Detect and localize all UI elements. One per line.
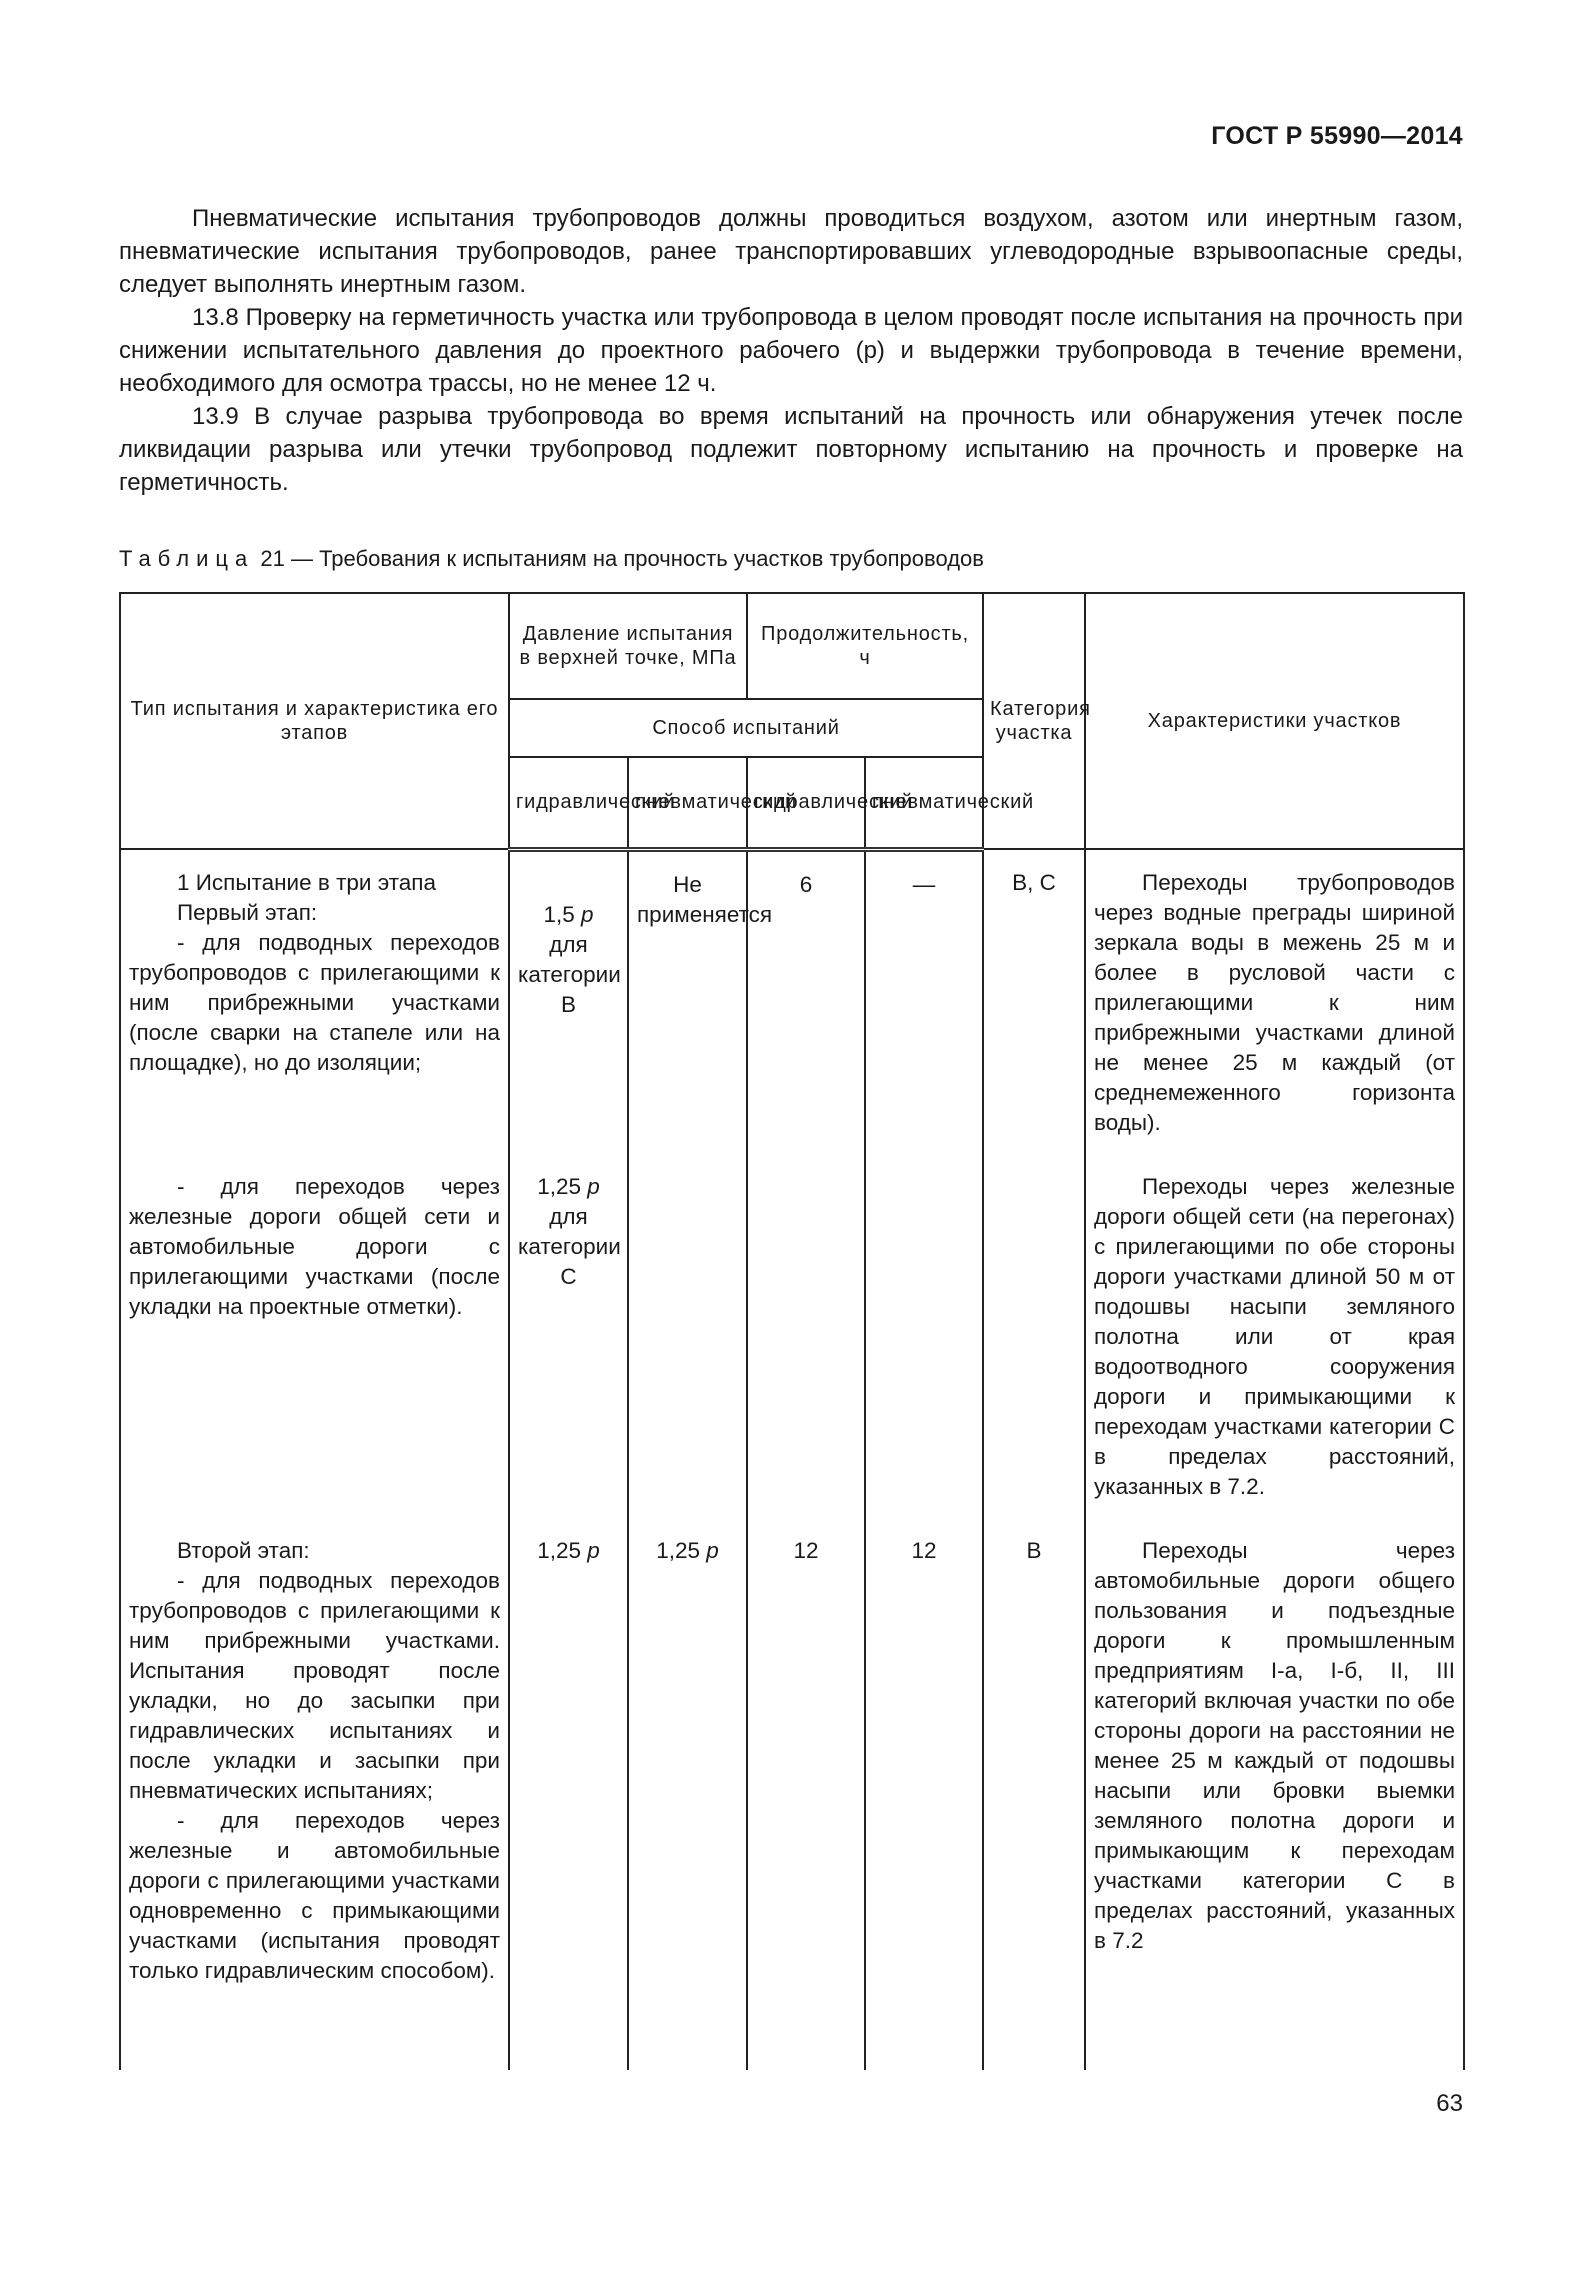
table-row: [120, 849, 1464, 1154]
table-row: [120, 1518, 1464, 2070]
row1-duration-hydraulic: 6: [747, 849, 865, 1154]
header-pressure: Давление испытания в верхней точке, МПа: [509, 593, 747, 699]
row2-pressure-hydraulic: 1,25 р для категории С: [509, 1154, 628, 1518]
header-type: Тип испытания и характеристика его этапов: [120, 593, 509, 849]
header-hydraulic-duration: гидравлический: [747, 757, 865, 849]
document-header: ГОСТ Р 55990—2014: [1211, 122, 1463, 150]
row1-type: 1 Испытание в три этапа Первый этап: - для подводных переходов трубопроводов с прилегающими к ним прибрежными участками (после сварки на стапеле или на площадке), но до изоляции;: [120, 849, 509, 1154]
row3-pressure-hydraulic: 1,25 р: [509, 1518, 628, 2070]
header-duration: Продолжительность, ч: [747, 593, 983, 699]
table-caption-title: 21 — Требования к испытаниям на прочность участков трубопроводов: [260, 546, 984, 571]
intro-text: [119, 202, 1463, 499]
row1-category: В, С: [983, 849, 1085, 1154]
row3-pressure-pneumatic: 1,25 р: [628, 1518, 747, 2070]
row3-category: В: [983, 1518, 1085, 2070]
table-caption: [119, 544, 984, 574]
paragraph-13-8: 13.8 Проверку на герметичность участка или трубопровода в целом проводят после испытания на прочность при снижении испытательного давления до проектного рабочего (р) и выдержки трубопровода в течение времени, необходимого для осмотра трассы, но не менее 12 ч.: [119, 304, 1463, 397]
header-method: Способ испытаний: [509, 699, 983, 757]
header-pneumatic-duration: пневматический: [865, 757, 983, 849]
row1-pressure-hydraulic: 1,5 р для категории В: [509, 849, 628, 1154]
row3-duration-pneumatic: 12: [865, 1518, 983, 2070]
header-pneumatic-pressure: пневматический: [628, 757, 747, 849]
requirements-table: [119, 592, 1465, 2070]
page-number: 63: [1436, 2090, 1463, 2117]
table-row: [120, 1154, 1464, 1518]
header-category: Категория участка: [983, 593, 1085, 849]
row1-characteristics: Переходы трубопроводов через водные преграды шириной зеркала воды в межень 25 м и более в русловой части с прилегающими к ним прибрежными участками длиной не менее 25 м каждый (от среднемеженного горизонта воды).: [1085, 849, 1464, 1154]
row2-characteristics: Переходы через железные дороги общей сети (на перегонах) с прилегающими по обе стороны дороги участками длиной 50 м от подошвы насыпи земляного полотна или от края водоотводного сооружения дороги и примыкающими к переходам участками категории С в пределах расстояний, указанных в 7.2.: [1085, 1154, 1464, 1518]
header-characteristics: Характеристики участков: [1085, 593, 1464, 849]
header-hydraulic-pressure: гидравлический: [509, 757, 628, 849]
row3-duration-hydraulic: 12: [747, 1518, 865, 2070]
row1-duration-pneumatic: —: [865, 849, 983, 1154]
row1-pressure-pneumatic: Не применяется: [628, 849, 747, 1154]
paragraph-pneumatic-tests: Пневматические испытания трубопроводов должны проводиться воздухом, азотом или инертным газом, пневматические испытания трубопроводов, ранее транспортировавших углеводородные взрывоопасные среды, следует выполнять инертным газом.: [119, 205, 1463, 298]
row2-type: - для переходов через железные дороги общей сети и автомобильные дороги с прилегающими участками (после укладки на проектные отметки).: [120, 1154, 509, 1518]
row3-characteristics: Переходы через автомобильные дороги общего пользования и подъездные дороги к промышленным предприятиям I-а, I-б, II, III категорий включая участки по обе стороны дороги на расстоянии не менее 25 м каждый от подошвы насыпи или бровки выемки земляного полотна дороги и примыкающим к переходам участками категории С в пределах расстояний, указанных в 7.2: [1085, 1518, 1464, 2070]
requirements-table-wrapper: [119, 592, 1463, 2070]
paragraph-13-9: 13.9 В случае разрыва трубопровода во время испытаний на прочность или обнаружения утечек после ликвидации разрыва или утечки трубопровод подлежит повторному испытанию на прочность и проверке на герметичность.: [119, 403, 1463, 496]
table-caption-word: Таблица: [119, 546, 255, 571]
row3-type: Второй этап: - для подводных переходов трубопроводов с прилегающими к ним прибрежными участками. Испытания проводят после укладки, но до засыпки при гидравлических испытаниях и после укладки и засыпки при пневматических испытаниях; - для переходов через железные и автомобильные дороги с прилегающими участками одновременно с примыкающими участками (испытания проводят только гидравлическим способом).: [120, 1518, 509, 2070]
